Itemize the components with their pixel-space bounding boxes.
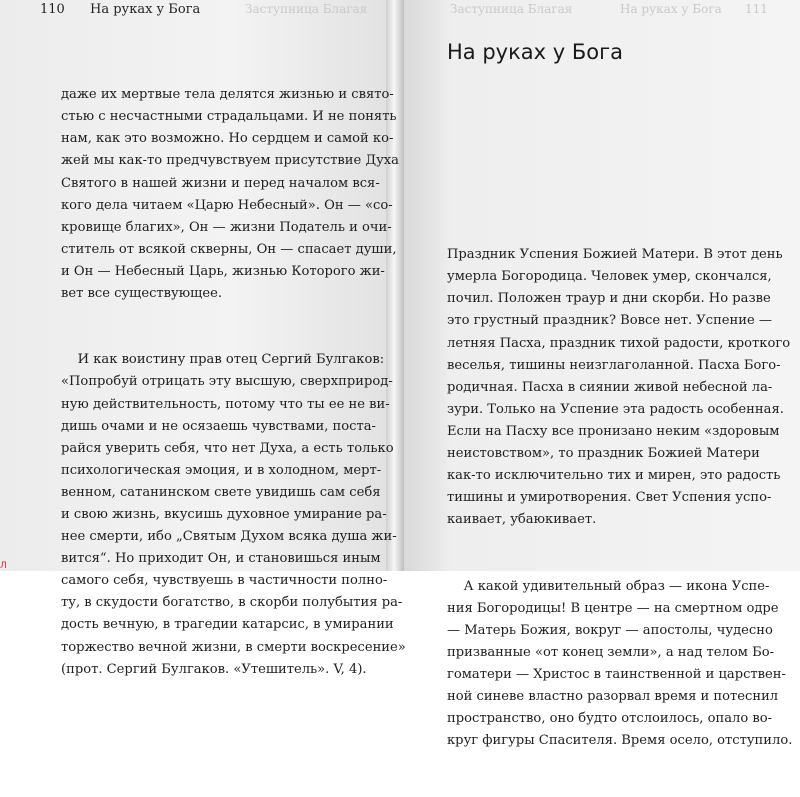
- right-running-bleed: Заступница Благая: [450, 2, 573, 16]
- left-paragraph: И как воистину прав отец Сергий Булгаков: «Попробуй отрицать эту высшую, сверхприрод- ную действительность, потому что ты ее не ви- дишь очами и не осязаешь чувствами, поста- райся уверить себя, что нет Духа, а есть только психологическая эмоция, и в холодном, мерт- венном, сатанинском свете увидишь сам себя и свою жизнь, вкусишь духовное умирание ра- нее смерти, ибо „Святым Духом всяка душа жи- вится“. Но приходит Он, и становишься иным самого себя, чувствуешь в частичности полно- ту, в скудости богатство, в скорби полубытия ра- дость вечную, в трагедии катарсис, в умирании торжество вечной жизни, в смерти воскресение» (прот. Сергий Булгаков. «Утешитель». V, 4).: [61, 352, 406, 677]
- chapter-title: На руках у Бога: [447, 40, 624, 64]
- right-page-body: [447, 200, 792, 797]
- left-running-title: На руках у Бога: [90, 2, 201, 17]
- left-paragraph: даже их мертвые тела делятся жизнью и свято- стью с несчастными страдальцами. И не понять нам, как это возможно. Но сердцем и самой ко- жей мы как-то предчувствуем присутствие Духа Святого в нашей жизни и перед началом вся- кого дела читаем «Царю Небесный». Он — «со- кровище благих», Он — жизни Податель и очи- ститель от всякой скверны, Он — спасает души, и Он — Небесный Царь, жизнью Которого жи- вет все существующее.: [61, 87, 399, 302]
- left-running-bleed: Заступница Благая: [245, 2, 368, 16]
- right-paragraph: Праздник Успения Божией Матери. В этот день умерла Богородица. Человек умер, скончался, почил. Положен траур и дни скорби. Но разве это грустный праздник? Вовсе нет. Успение — летняя Пасха, праздник тихой радости, кроткого веселья, тишины неизглаголанной. Пасха Бого- родичная. Пасха в сиянии живой небесной ла- зури. Только на Успение эта радость особенная. Если на Пасху все пронизано неким «здоровым неистовством», то праздник Божией Матери как-то исключительно тих и мирен, это радость тишины и умиротворения. Свет Успения успо- каивает, убаюкивает.: [447, 247, 791, 528]
- left-page-body: [61, 40, 406, 725]
- right-page-number: 111: [745, 2, 768, 16]
- left-page-number: 110: [40, 2, 65, 17]
- right-paragraph: А какой удивительный образ — икона Успе- ния Богородицы! В центре — на смертном одре — Матерь Божия, вокруг — апостолы, чудесно призванные «от конец земли», а над телом Бо- гоматери — Христос в таинственной и царствен- ной синеве властно разорвал время и потеснил пространство, оно будто отслоилось, опало во- круг фигуры Спасителя. Время осело, отступило.: [447, 578, 793, 749]
- right-running-title: На руках у Бога: [620, 2, 722, 16]
- corner-mark: Л: [0, 561, 7, 571]
